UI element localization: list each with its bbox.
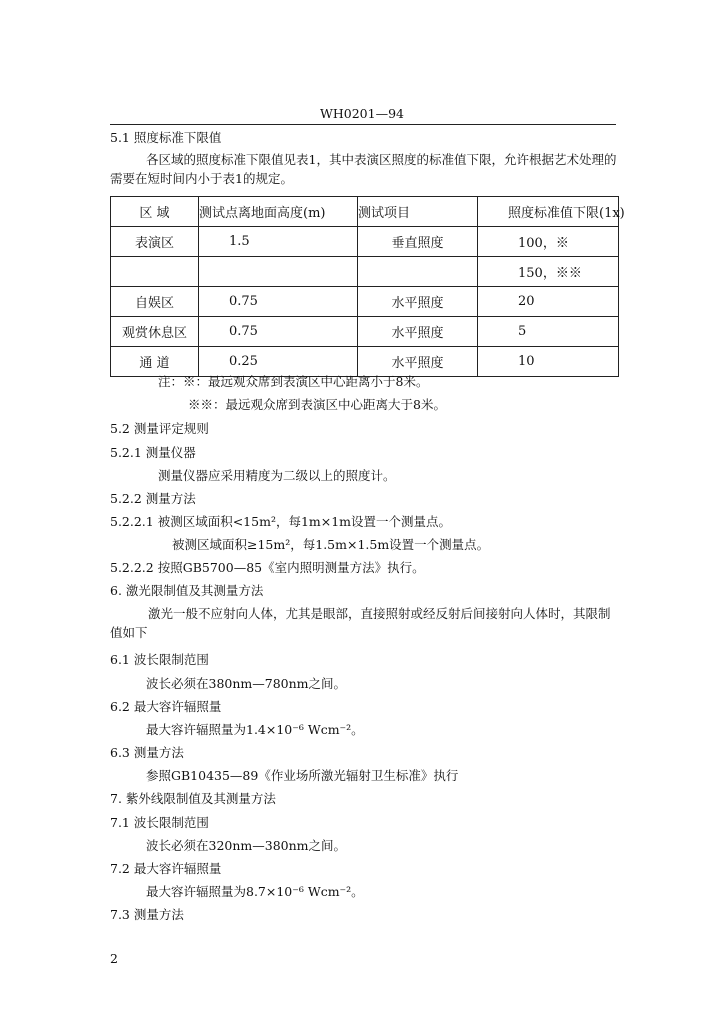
table-row [111,257,619,287]
table-cell: 150，※※ [478,257,619,287]
section-6-paragraph: 激光一般不应射向人体，尤其是眼部，直接照射或经反射后间接射向人体时，其限制值如下 [110,606,611,640]
table-cell: 观赏休息区 [111,317,199,347]
section-7-2-text: 最大容许辐照量为8.7×10⁻⁶ Wcm⁻²。 [146,884,364,899]
table-cell: 垂直照度 [358,227,478,257]
table-note-2: ※※：最远观众席到表演区中心距离大于8米。 [188,397,446,412]
table-row [111,317,619,347]
section-6-1-heading: 6.1 波长限制范围 [110,652,209,667]
table-header-cell: 测试点离地面高度(m) [199,197,358,227]
section-6-3-text: 参照GB10435—89《作业场所激光辐射卫生标准》执行 [146,768,459,783]
table-cell: 水平照度 [358,287,478,317]
section-5-2-heading: 5.2 测量评定规则 [110,421,209,436]
table-cell [199,257,358,287]
section-5-2-2-heading: 5.2.2 测量方法 [110,491,196,506]
table-cell: 5 [478,317,619,347]
table-note-1: 注：※：最远观众席到表演区中心距离小于8米。 [158,374,429,389]
table-cell: 表演区 [111,227,199,257]
table-header-cell: 区 域 [111,197,199,227]
section-7-3-heading: 7.3 测量方法 [110,907,184,922]
page-number: 2 [110,951,118,966]
section-7-heading: 7. 紫外线限制值及其测量方法 [110,791,276,806]
section-6-2-text: 最大容许辐照量为1.4×10⁻⁶ Wcm⁻²。 [146,722,364,737]
section-5-1-heading: 5.1 照度标准下限值 [110,130,222,145]
table-cell: 水平照度 [358,317,478,347]
table-header-cell: 测试项目 [358,197,478,227]
section-6-heading: 6. 激光限制值及其测量方法 [110,583,264,598]
table-cell: 水平照度 [358,347,478,377]
table-cell: 20 [478,287,619,317]
table-cell: 1.5 [199,227,358,257]
section-5-2-2-2-text: 5.2.2.2 按照GB5700—85《室内照明测量方法》执行。 [110,560,425,575]
table-cell [111,257,199,287]
table-cell: 100，※ [478,227,619,257]
section-5-2-2-1-text: 5.2.2.1 被测区域面积<15m²，每1m×1m设置一个测量点。 [110,514,452,529]
section-6-1-text: 波长必须在380nm—780nm之间。 [146,676,347,691]
section-5-2-2-1-text-2: 被测区域面积≥15m²，每1.5m×1.5m设置一个测量点。 [172,537,490,552]
section-7-2-heading: 7.2 最大容许辐照量 [110,861,222,876]
table-cell [358,257,478,287]
table-cell: 10 [478,347,619,377]
document-code-header: WH0201—94 [320,106,404,121]
table-row [111,287,619,317]
illuminance-table [110,196,625,377]
table-cell: 0.75 [199,317,358,347]
section-5-2-1-text: 测量仪器应采用精度为二级以上的照度计。 [158,468,396,483]
section-7-1-heading: 7.1 波长限制范围 [110,815,209,830]
table-cell: 自娱区 [111,287,199,317]
section-6-2-heading: 6.2 最大容许辐照量 [110,699,222,714]
header-rule [110,124,616,125]
section-5-1-paragraph: 各区域的照度标准下限值见表1，其中表演区照度的标准值下限，允许根据艺术处理的需要在短时间内小于表1的规定。 [110,152,617,186]
section-5-2-1-heading: 5.2.1 测量仪器 [110,445,196,460]
table-row [111,347,619,377]
section-7-1-text: 波长必须在320nm—380nm之间。 [146,838,347,853]
table-cell: 0.25 [199,347,358,377]
table-cell: 通 道 [111,347,199,377]
table-row [111,227,619,257]
section-6-3-heading: 6.3 测量方法 [110,745,184,760]
table-cell: 0.75 [199,287,358,317]
table-header-cell: 照度标准值下限(1x) [478,197,619,227]
table-header-row [111,197,619,227]
